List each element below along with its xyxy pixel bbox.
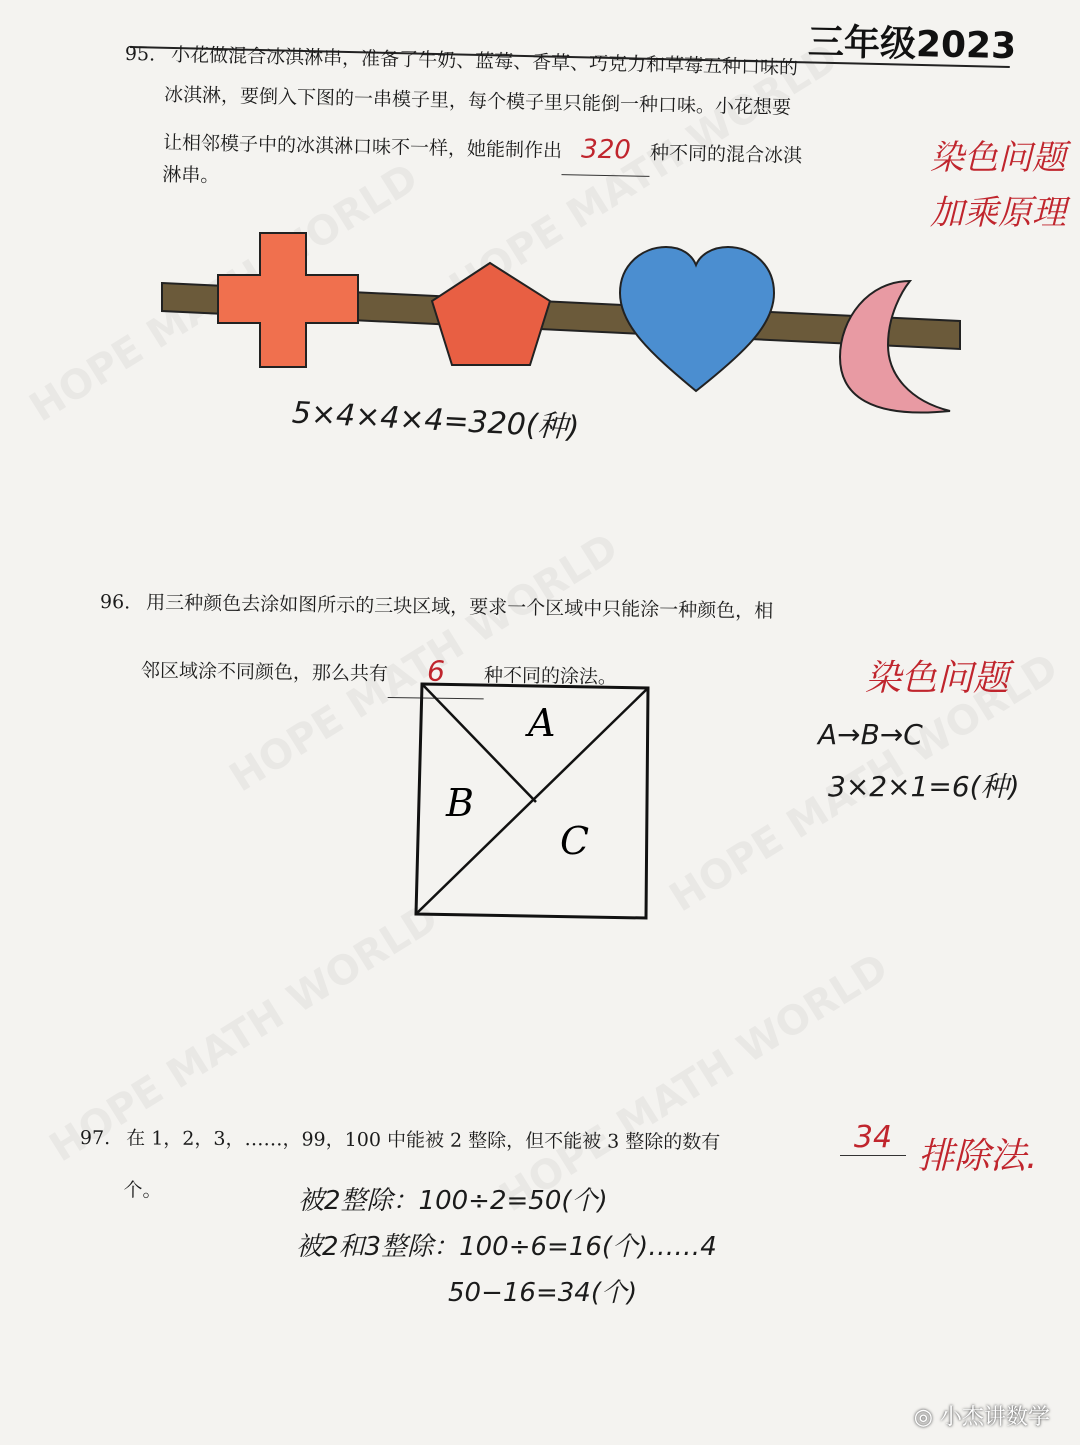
q95-note-principle: 加乘原理 — [930, 193, 1066, 233]
q97-line-1 — [80, 1120, 721, 1161]
brand-badge — [914, 1400, 1050, 1431]
q97-answer: 34 — [853, 1120, 893, 1155]
q96-text-3: 种不同的涂法。 — [483, 664, 618, 689]
q97-number: 97. — [79, 1127, 111, 1150]
q96-number: 96. — [99, 591, 131, 614]
brand-name: 小杰讲数学 — [939, 1405, 1050, 1430]
q95-work: 5×4×4×4=320(种) — [291, 395, 581, 446]
q96-answer: 6 — [426, 654, 446, 688]
region-b-label: B — [446, 781, 474, 825]
q97-text-2: 个。 — [123, 1179, 162, 1202]
q97-work-1: 被2整除：100÷2=50(个) — [298, 1186, 608, 1216]
wechat-icon: ◎ — [913, 1405, 940, 1430]
q96-text-2: 邻区域涂不同颜色，那么共有 — [140, 659, 389, 686]
q96-text-1: 用三种颜色去涂如图所示的三块区域，要求一个区域中只能涂一种颜色，相 — [146, 591, 774, 623]
page-title: 三年级2023 — [807, 21, 1017, 68]
region-a-label: A — [528, 701, 556, 745]
q96-note-coloring: 染色问题 — [865, 658, 1010, 699]
q95-text-3: 让相邻模子中的冰淇淋口味不一样，她能制作出 — [162, 131, 563, 163]
q95-note-coloring: 染色问题 — [930, 138, 1066, 178]
region-c-label: C — [560, 819, 590, 863]
q95-text-2: 冰淇淋，要倒入下图的一串模子里，每个模子里只能倒一种口味。小花想要 — [163, 83, 792, 119]
q95-answer: 320 — [580, 134, 632, 166]
q95-number: 95. — [124, 42, 156, 66]
q97-work-2: 被2和3整除：100÷6=16(个)……4 — [296, 1232, 717, 1262]
q97-answer-blank — [840, 1120, 906, 1156]
q95-text-1: 小花做混合冰淇淋串，准备了牛奶、蓝莓、香草、巧克力和草莓五种口味的 — [170, 43, 799, 79]
q97-note-exclusion: 排除法. — [918, 1136, 1038, 1177]
q95-text-5: 淋串。 — [162, 163, 220, 187]
q96-work-order: A→B→C — [818, 718, 923, 751]
q97-work-3: 50−16=34(个) — [448, 1278, 638, 1308]
q95-text-4: 种不同的混合冰淇 — [649, 141, 803, 168]
q97-text-1: 在 1，2，3，……，99，100 中能被 2 整除，但不能被 3 整除的数有 — [126, 1127, 721, 1154]
q96-work-calc: 3×2×1=6(种) — [828, 770, 1020, 803]
